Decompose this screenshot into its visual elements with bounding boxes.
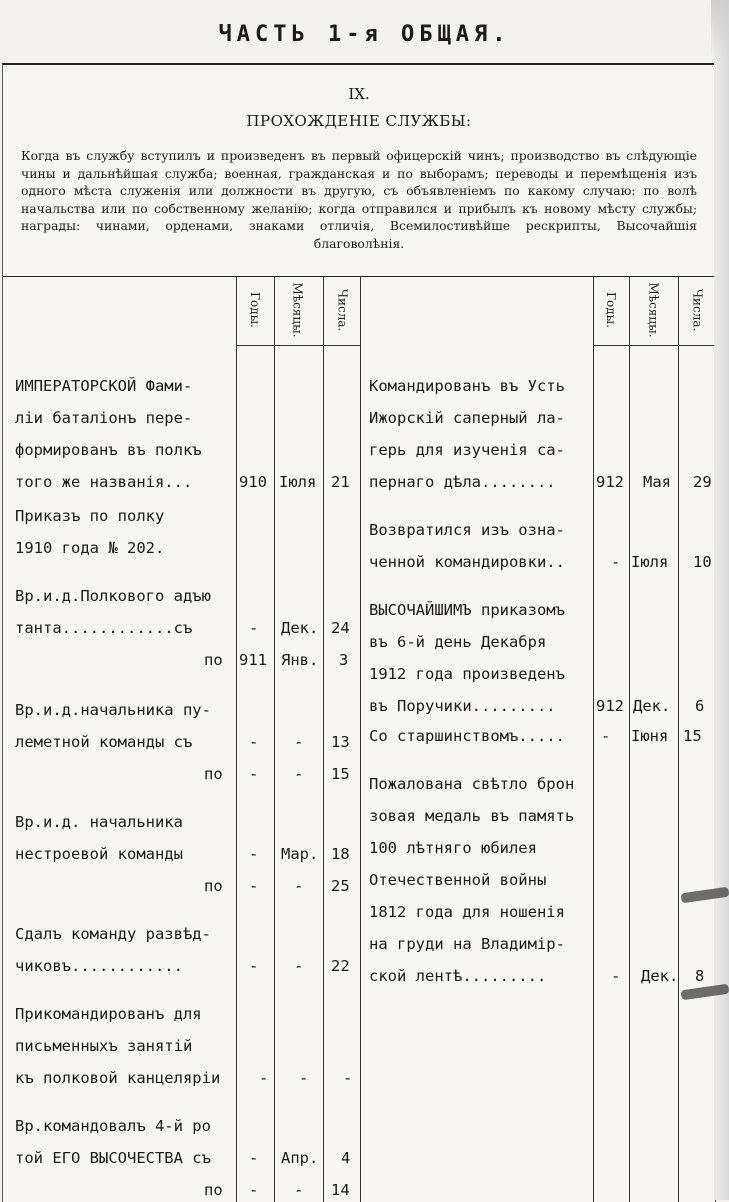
left-years-col-line <box>236 277 237 1202</box>
left-date-month: - <box>294 733 304 751</box>
right-line: Отечественной войны <box>369 871 547 889</box>
right-date-day: 29 <box>693 473 712 491</box>
left-header-underline <box>236 345 360 346</box>
left-date-month: - <box>299 1069 309 1087</box>
right-days-header: Числа. <box>690 288 704 332</box>
service-record-form <box>2 63 716 1202</box>
right-date-month: Дек. <box>633 697 671 715</box>
right-line: 1912 года произведенъ <box>369 665 565 683</box>
left-line: письменныхъ занятій <box>15 1037 193 1055</box>
left-line: чиковъ............ <box>15 957 183 975</box>
right-date-day: 8 <box>695 967 705 985</box>
part-title: ЧАСТЬ 1-я ОБЩАЯ. <box>218 22 511 47</box>
left-days-col-line <box>323 277 324 1202</box>
left-line: Вр.и.д.начальника пу- <box>15 701 211 719</box>
left-line: формированъ въ полкъ <box>15 441 202 459</box>
right-line: ской лентѣ......... <box>369 967 547 985</box>
left-date-day: 22 <box>331 957 350 975</box>
right-date-day: 6 <box>695 697 705 715</box>
right-line: Пожалована свѣтло брон <box>369 775 575 793</box>
left-line: Прикомандированъ для <box>15 1005 202 1023</box>
right-line: 1812 года для ношенія <box>369 903 565 921</box>
right-line: въ 6-й день Декабря <box>369 633 547 651</box>
left-date-month: Апр. <box>281 1149 319 1167</box>
right-date-month: Мая <box>643 473 671 491</box>
left-date-year: - <box>249 619 259 637</box>
right-line: Со старшинствомъ..... <box>369 727 565 745</box>
left-line: по <box>204 651 223 669</box>
right-date-year: - <box>611 967 621 985</box>
left-date-month: - <box>294 877 304 895</box>
left-line: ИМПЕРАТОРСКОЙ Фами- <box>15 377 193 395</box>
left-date-year: - <box>249 765 259 783</box>
left-date-day: 18 <box>331 845 350 863</box>
left-date-month: - <box>294 1181 304 1199</box>
right-line: ченной командировки.. <box>369 553 565 571</box>
right-date-month: Дек. <box>641 967 679 985</box>
right-months-header: Мѣсяцы. <box>646 282 660 338</box>
left-date-month: Іюля <box>279 473 317 491</box>
left-years-header: Годы. <box>248 292 262 328</box>
page-header <box>0 0 729 62</box>
left-line: леметной команды съ <box>15 733 193 751</box>
left-line: 1910 года № 202. <box>15 539 165 557</box>
right-date-day: 15 <box>683 727 702 745</box>
left-date-day: 21 <box>331 473 350 491</box>
right-date-day: 10 <box>693 553 712 571</box>
binding-edge <box>714 0 729 1200</box>
right-line: герь для изученія са- <box>369 441 565 459</box>
right-date-year: - <box>601 727 611 745</box>
left-date-month: Дек. <box>281 619 319 637</box>
left-date-year: - <box>249 1149 259 1167</box>
left-days-header: Числа. <box>335 288 349 332</box>
left-line: нестроевой команды <box>15 845 183 863</box>
left-date-day: 24 <box>331 619 350 637</box>
left-date-year: - <box>259 1069 269 1087</box>
left-line: по <box>204 765 223 783</box>
left-date-month: Янв. <box>281 651 319 669</box>
left-date-year: 910 <box>239 473 267 491</box>
right-line: ВЫСОЧАЙШИМЪ приказомъ <box>369 601 565 619</box>
table-top-rule <box>3 276 715 277</box>
left-line: Вр.и.д.Полкового адъю <box>15 587 211 605</box>
right-line: на груди на Владимір- <box>369 935 565 953</box>
left-date-day: 13 <box>331 733 350 751</box>
left-date-day: 3 <box>339 651 349 669</box>
right-line: зовая медаль въ память <box>369 807 575 825</box>
scan-shadow <box>711 0 729 60</box>
right-months-col-line <box>629 277 630 1202</box>
section-number: IX. <box>348 85 370 103</box>
left-date-year: - <box>249 845 259 863</box>
middle-col-line <box>360 277 361 1202</box>
right-date-year: 912 <box>596 473 624 491</box>
left-date-day: 25 <box>331 877 350 895</box>
left-date-month: Мар. <box>281 845 319 863</box>
left-line: Вр.и.д. начальника <box>15 813 183 831</box>
right-line: въ Поручики......... <box>369 697 556 715</box>
right-years-header: Годы. <box>604 292 618 328</box>
left-months-col-line <box>274 277 275 1202</box>
right-line: Возвратился изъ озна- <box>369 521 565 539</box>
section-title: ПРОХОЖДЕНІЕ СЛУЖБЫ: <box>246 112 472 130</box>
left-line: той ЕГО ВЫСОЧЕСТВА съ <box>15 1149 211 1167</box>
left-date-year: - <box>249 733 259 751</box>
right-date-year: 912 <box>596 697 624 715</box>
right-days-col-line <box>678 277 679 1202</box>
left-date-day: - <box>343 1069 353 1087</box>
left-line: по <box>204 877 223 895</box>
right-line: 100 лѣтняго юбилея <box>369 839 537 857</box>
left-line: къ полковой канцеляріи <box>15 1069 221 1087</box>
left-date-year: - <box>249 957 259 975</box>
left-date-day: 15 <box>331 765 350 783</box>
left-line: Приказъ по полку <box>15 507 165 525</box>
left-months-header: Мѣсяцы. <box>290 282 304 338</box>
right-date-month: Іюля <box>631 553 669 571</box>
left-date-day: 14 <box>331 1181 350 1199</box>
left-line: по <box>204 1181 223 1199</box>
left-date-month: - <box>294 957 304 975</box>
left-date-day: 4 <box>341 1149 351 1167</box>
right-line: пернаго дѣла........ <box>369 473 556 491</box>
left-line: Вр.командовалъ 4-й ро <box>15 1117 211 1135</box>
left-line: ліи баталіонъ пере- <box>15 409 193 427</box>
right-line: Ижорскій саперный ла- <box>369 409 565 427</box>
left-line: Сдалъ команду развѣд- <box>15 925 211 943</box>
right-header-underline <box>593 345 715 346</box>
left-date-year: 911 <box>239 651 267 669</box>
left-date-year: - <box>249 877 259 895</box>
section-description: Когда въ службу вступилъ и произведенъ въ первый офицерскій чинъ; производство въ слѣдующіе чины и дальнѣйшая служба; военная, гражданская и по выборамъ; переводы и перемѣщенія изъ одного мѣста служенія или должности въ другую, съ объявленіемъ по какому случаю: по волѣ начальства или по собственному желанію; когда отправился и прибылъ къ новому мѣсту службы; награды: чинами, орденами, знаками отличія, Всемилостивѣйше рескрипты, Высочайшія благоволѣнія. <box>21 148 697 251</box>
right-date-month: Іюня <box>631 727 669 745</box>
left-date-year: - <box>249 1181 259 1199</box>
right-line: Командированъ въ Усть <box>369 377 565 395</box>
left-line: танта............съ <box>15 619 193 637</box>
left-line: того же названія... <box>15 473 193 491</box>
right-date-year: - <box>611 553 621 571</box>
right-years-col-line <box>593 277 594 1202</box>
left-date-month: - <box>294 765 304 783</box>
